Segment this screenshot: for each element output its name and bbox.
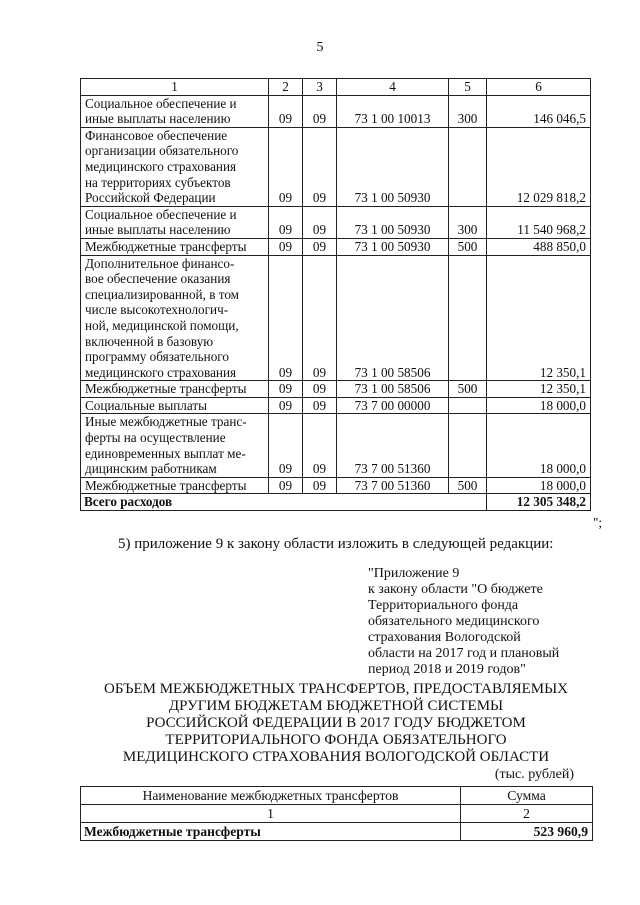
amount: 488 850,0 <box>487 238 591 255</box>
row-name-line: организации обязательного <box>85 143 239 159</box>
row-name-line: медицинского страхования <box>85 364 237 380</box>
table-row <box>81 95 591 127</box>
expense-type: 300 <box>449 206 487 238</box>
section-code: 09 <box>269 414 303 477</box>
row-name-line: программу обязательного <box>85 349 229 365</box>
section-code: 09 <box>269 127 303 206</box>
row-name-line: Российской Федерации <box>85 190 216 206</box>
row-name-line: ферты на осуществление <box>85 430 226 446</box>
expense-type: 500 <box>449 238 487 255</box>
table-closing-quote: "; <box>593 515 603 530</box>
amount: 18 000,0 <box>487 414 591 477</box>
target-code: 73 1 00 58506 <box>337 255 449 381</box>
expense-type: 300 <box>449 95 487 127</box>
table-row <box>81 381 591 398</box>
header-col-3: 3 <box>303 79 337 96</box>
row-name <box>81 238 269 255</box>
target-code: 73 1 00 50930 <box>337 206 449 238</box>
expenditure-table <box>80 78 591 511</box>
amount: 12 350,1 <box>487 255 591 381</box>
row-name-line: включенной в базовую <box>85 333 214 349</box>
header-col-2: 2 <box>269 79 303 96</box>
table-row <box>81 414 591 477</box>
header-col-1: 1 <box>81 79 269 96</box>
target-code: 73 7 00 51360 <box>337 477 449 494</box>
amount: 18 000,0 <box>487 477 591 494</box>
table-row <box>81 238 591 255</box>
amendment-instruction: 5) приложение 9 к закону области изложить в следующей редакции: <box>118 536 554 552</box>
heading-line: ТЕРРИТОРИАЛЬНОГО ФОНДА ОБЯЗАТЕЛЬНОГО <box>165 732 507 748</box>
units-label: (тыс. рублей) <box>494 767 574 782</box>
appendix-reference <box>368 566 559 678</box>
row-name-line: Межбюджетные трансферты <box>85 477 247 493</box>
row-name <box>81 414 269 477</box>
row-name-line: Социальное обеспечение и <box>85 95 237 111</box>
row-name <box>81 206 269 238</box>
heading-line: ДРУГИМ БЮДЖЕТАМ БЮДЖЕТНОЙ СИСТЕМЫ <box>168 698 504 714</box>
row-name-line: иные выплаты населению <box>85 222 231 238</box>
appendix-line: Территориального фонда <box>368 598 519 613</box>
heading-line: МЕДИЦИНСКОГО СТРАХОВАНИЯ ВОЛОГОДСКОЙ ОБЛАСТИ <box>122 749 550 765</box>
row-name <box>81 95 269 127</box>
row-name-line: ной, медицинской помощи, <box>85 317 239 333</box>
page-number: 5 <box>316 40 324 55</box>
row-name-line: специализированной, в том <box>85 286 240 302</box>
row-name-line: Межбюджетные трансферты <box>85 381 247 397</box>
section-code: 09 <box>269 397 303 414</box>
col-number-2: 2 <box>461 805 593 823</box>
table-row <box>81 206 591 238</box>
expense-type <box>449 127 487 206</box>
row-name-line: Дополнительное финансо- <box>85 255 235 271</box>
target-code: 73 1 00 58506 <box>337 381 449 398</box>
header-col-5: 5 <box>449 79 487 96</box>
table-header-row <box>81 79 591 96</box>
section-code: 09 <box>269 95 303 127</box>
table-number-row <box>81 805 593 823</box>
amount: 12 350,1 <box>487 381 591 398</box>
header-sum: Сумма <box>461 787 593 805</box>
amount: 11 540 968,2 <box>487 206 591 238</box>
header-col-4: 4 <box>337 79 449 96</box>
subsection-code: 09 <box>303 397 337 414</box>
target-code: 73 1 00 10013 <box>337 95 449 127</box>
row-name-line: Межбюджетные трансферты <box>85 238 247 254</box>
table-row <box>81 397 591 414</box>
row-name-line: Финансовое обеспечение <box>85 127 228 143</box>
col-number-1: 1 <box>81 805 461 823</box>
row-name-line: иные выплаты населению <box>85 111 231 127</box>
total-label: Всего расходов <box>81 494 487 511</box>
heading-line: РОССИЙСКОЙ ФЕДЕРАЦИИ В 2017 ГОДУ БЮДЖЕТОМ <box>146 715 526 731</box>
document-heading <box>80 681 592 766</box>
appendix-line: страхования Вологодской <box>368 630 521 645</box>
subsection-code: 09 <box>303 238 337 255</box>
table-header-row <box>81 787 593 805</box>
expense-type: 500 <box>449 477 487 494</box>
expense-type <box>449 414 487 477</box>
section-code: 09 <box>269 381 303 398</box>
row-name <box>81 127 269 206</box>
section-code: 09 <box>269 238 303 255</box>
target-code: 73 1 00 50930 <box>337 127 449 206</box>
target-code: 73 7 00 00000 <box>337 397 449 414</box>
expense-type <box>449 255 487 381</box>
table-row <box>81 477 591 494</box>
subsection-code: 09 <box>303 477 337 494</box>
subsection-code: 09 <box>303 255 337 381</box>
target-code: 73 7 00 51360 <box>337 414 449 477</box>
appendix-line: к закону области "О бюджете <box>368 582 543 597</box>
section-code: 09 <box>269 477 303 494</box>
row-name <box>81 397 269 414</box>
section-code: 09 <box>269 255 303 381</box>
appendix-line: период 2018 и 2019 годов" <box>368 662 526 677</box>
row-name-line: единовременных выплат ме- <box>85 445 246 461</box>
amount: 12 029 818,2 <box>487 127 591 206</box>
heading-line: ОБЪЕМ МЕЖБЮДЖЕТНЫХ ТРАНСФЕРТОВ, ПРЕДОСТАВЛЯЕМЫХ <box>103 681 568 697</box>
expense-type <box>449 397 487 414</box>
header-name: Наименование межбюджетных трансфертов <box>81 787 461 805</box>
total-row <box>81 494 591 511</box>
amount: 18 000,0 <box>487 397 591 414</box>
target-code: 73 1 00 50930 <box>337 238 449 255</box>
row-name-line: Социальные выплаты <box>85 397 207 413</box>
subsection-code: 09 <box>303 206 337 238</box>
table-row <box>81 823 593 841</box>
appendix-line: области на 2017 год и плановый <box>368 646 560 661</box>
amount: 146 046,5 <box>487 95 591 127</box>
appendix-line: обязательного медицинского <box>368 614 540 629</box>
row-name <box>81 477 269 494</box>
subsection-code: 09 <box>303 381 337 398</box>
table-row <box>81 127 591 206</box>
row-name <box>81 381 269 398</box>
subsection-code: 09 <box>303 95 337 127</box>
row-value: 523 960,9 <box>461 823 593 841</box>
expense-type: 500 <box>449 381 487 398</box>
row-name-line: Иные межбюджетные транс- <box>85 414 247 430</box>
row-name-line: медицинского страхования <box>85 158 237 174</box>
subsection-code: 09 <box>303 414 337 477</box>
row-name-line: Социальное обеспечение и <box>85 206 237 222</box>
row-name-line: дицинским работникам <box>85 461 217 477</box>
row-name: Межбюджетные трансферты <box>81 823 461 841</box>
table-row <box>81 255 591 381</box>
row-name-line: на территориях субъектов <box>85 174 231 190</box>
header-col-6: 6 <box>487 79 591 96</box>
transfers-table <box>80 786 593 841</box>
section-code: 09 <box>269 206 303 238</box>
row-name-line: вое обеспечение оказания <box>85 271 231 287</box>
appendix-line: "Приложение 9 <box>368 566 460 581</box>
row-name <box>81 255 269 381</box>
total-value: 12 305 348,2 <box>487 494 591 511</box>
subsection-code: 09 <box>303 127 337 206</box>
row-name-line: числе высокотехнологич- <box>85 302 229 318</box>
